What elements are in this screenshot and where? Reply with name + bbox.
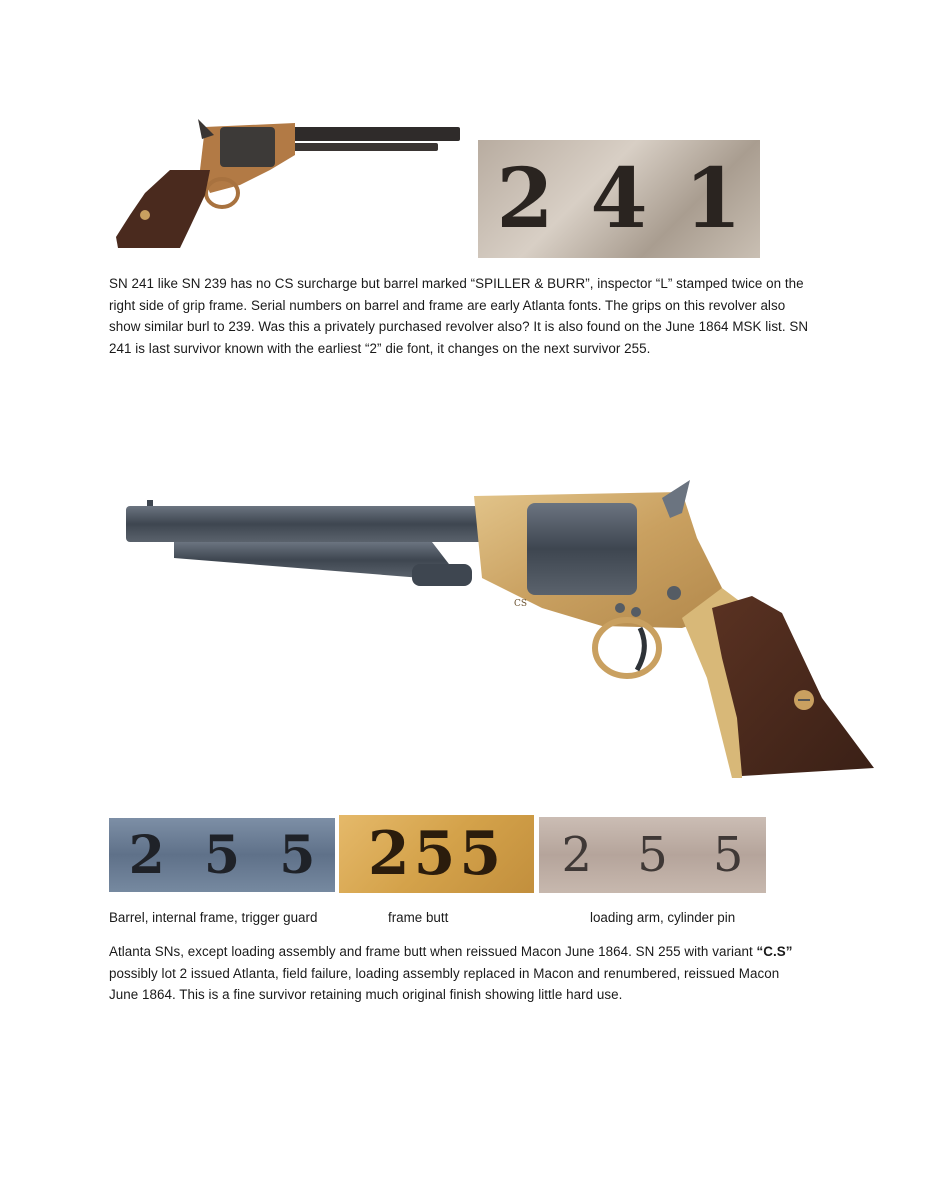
paragraph-text: SN 241 like SN 239 has no CS surcharge but barrel marked “SPILLER & BURR”, inspector “L” stamped twice on the right side of grip frame. Serial numbers on barrel and frame are early Atlanta fonts. The grips on this revolver also show similar burl to 239. Was this a privately purchased revolver also? It is also found on the June 1864 MSK list. SN 241 is last survivor known with the earliest “2” die font, it changes on the next survivor 255.: [109, 276, 809, 356]
serial-stamp-255-loading: [539, 817, 766, 893]
serial-stamp-241: [478, 140, 760, 258]
serial-digit: 2: [128, 824, 165, 886]
serial-digit: 1: [684, 151, 742, 247]
serial-stamp-255-butt: [339, 815, 534, 893]
serial-digit: 5: [637, 827, 668, 883]
revolver-icon: [110, 115, 462, 255]
paragraph-text: Atlanta SNs, except loading assembly and frame butt when reissued Macon June 1864. SN 255 with variant: [109, 944, 757, 959]
paragraph-sn255: [109, 941, 809, 1006]
cs-variant-text: “C.S”: [756, 944, 793, 959]
serial-digit: 2: [561, 827, 593, 883]
caption-text: frame butt: [388, 910, 449, 925]
serial-digit: 5: [712, 827, 744, 883]
cs-mark: CS: [514, 599, 528, 609]
revolver-icon: [122, 478, 877, 780]
caption-frame-butt: [388, 909, 448, 927]
caption-text: loading arm, cylinder pin: [590, 910, 736, 925]
serial-digit: 4: [590, 151, 648, 247]
paragraph-text: possibly lot 2 issued Atlanta, field failure, loading assembly replaced in Macon and renumbered, reissued Macon June 1864. This is a fine survivor retaining much original finish showing little hard use.: [109, 965, 780, 1002]
serial-digit: 5: [203, 824, 241, 886]
revolver-photo-sn241: [110, 115, 462, 255]
caption-loading-arm: [590, 909, 735, 927]
serial-digit: 2: [367, 819, 414, 889]
serial-digit: 5: [413, 819, 460, 889]
serial-digit: 5: [459, 819, 506, 889]
serial-digit: 5: [279, 824, 316, 886]
caption-text: Barrel, internal frame, trigger guard: [109, 910, 318, 925]
revolver-photo-sn255: [122, 478, 877, 780]
serial-digit: 2: [496, 151, 554, 247]
serial-stamp-255-barrel: [109, 818, 335, 892]
caption-barrel: [109, 909, 317, 927]
paragraph-sn241: [109, 273, 809, 359]
